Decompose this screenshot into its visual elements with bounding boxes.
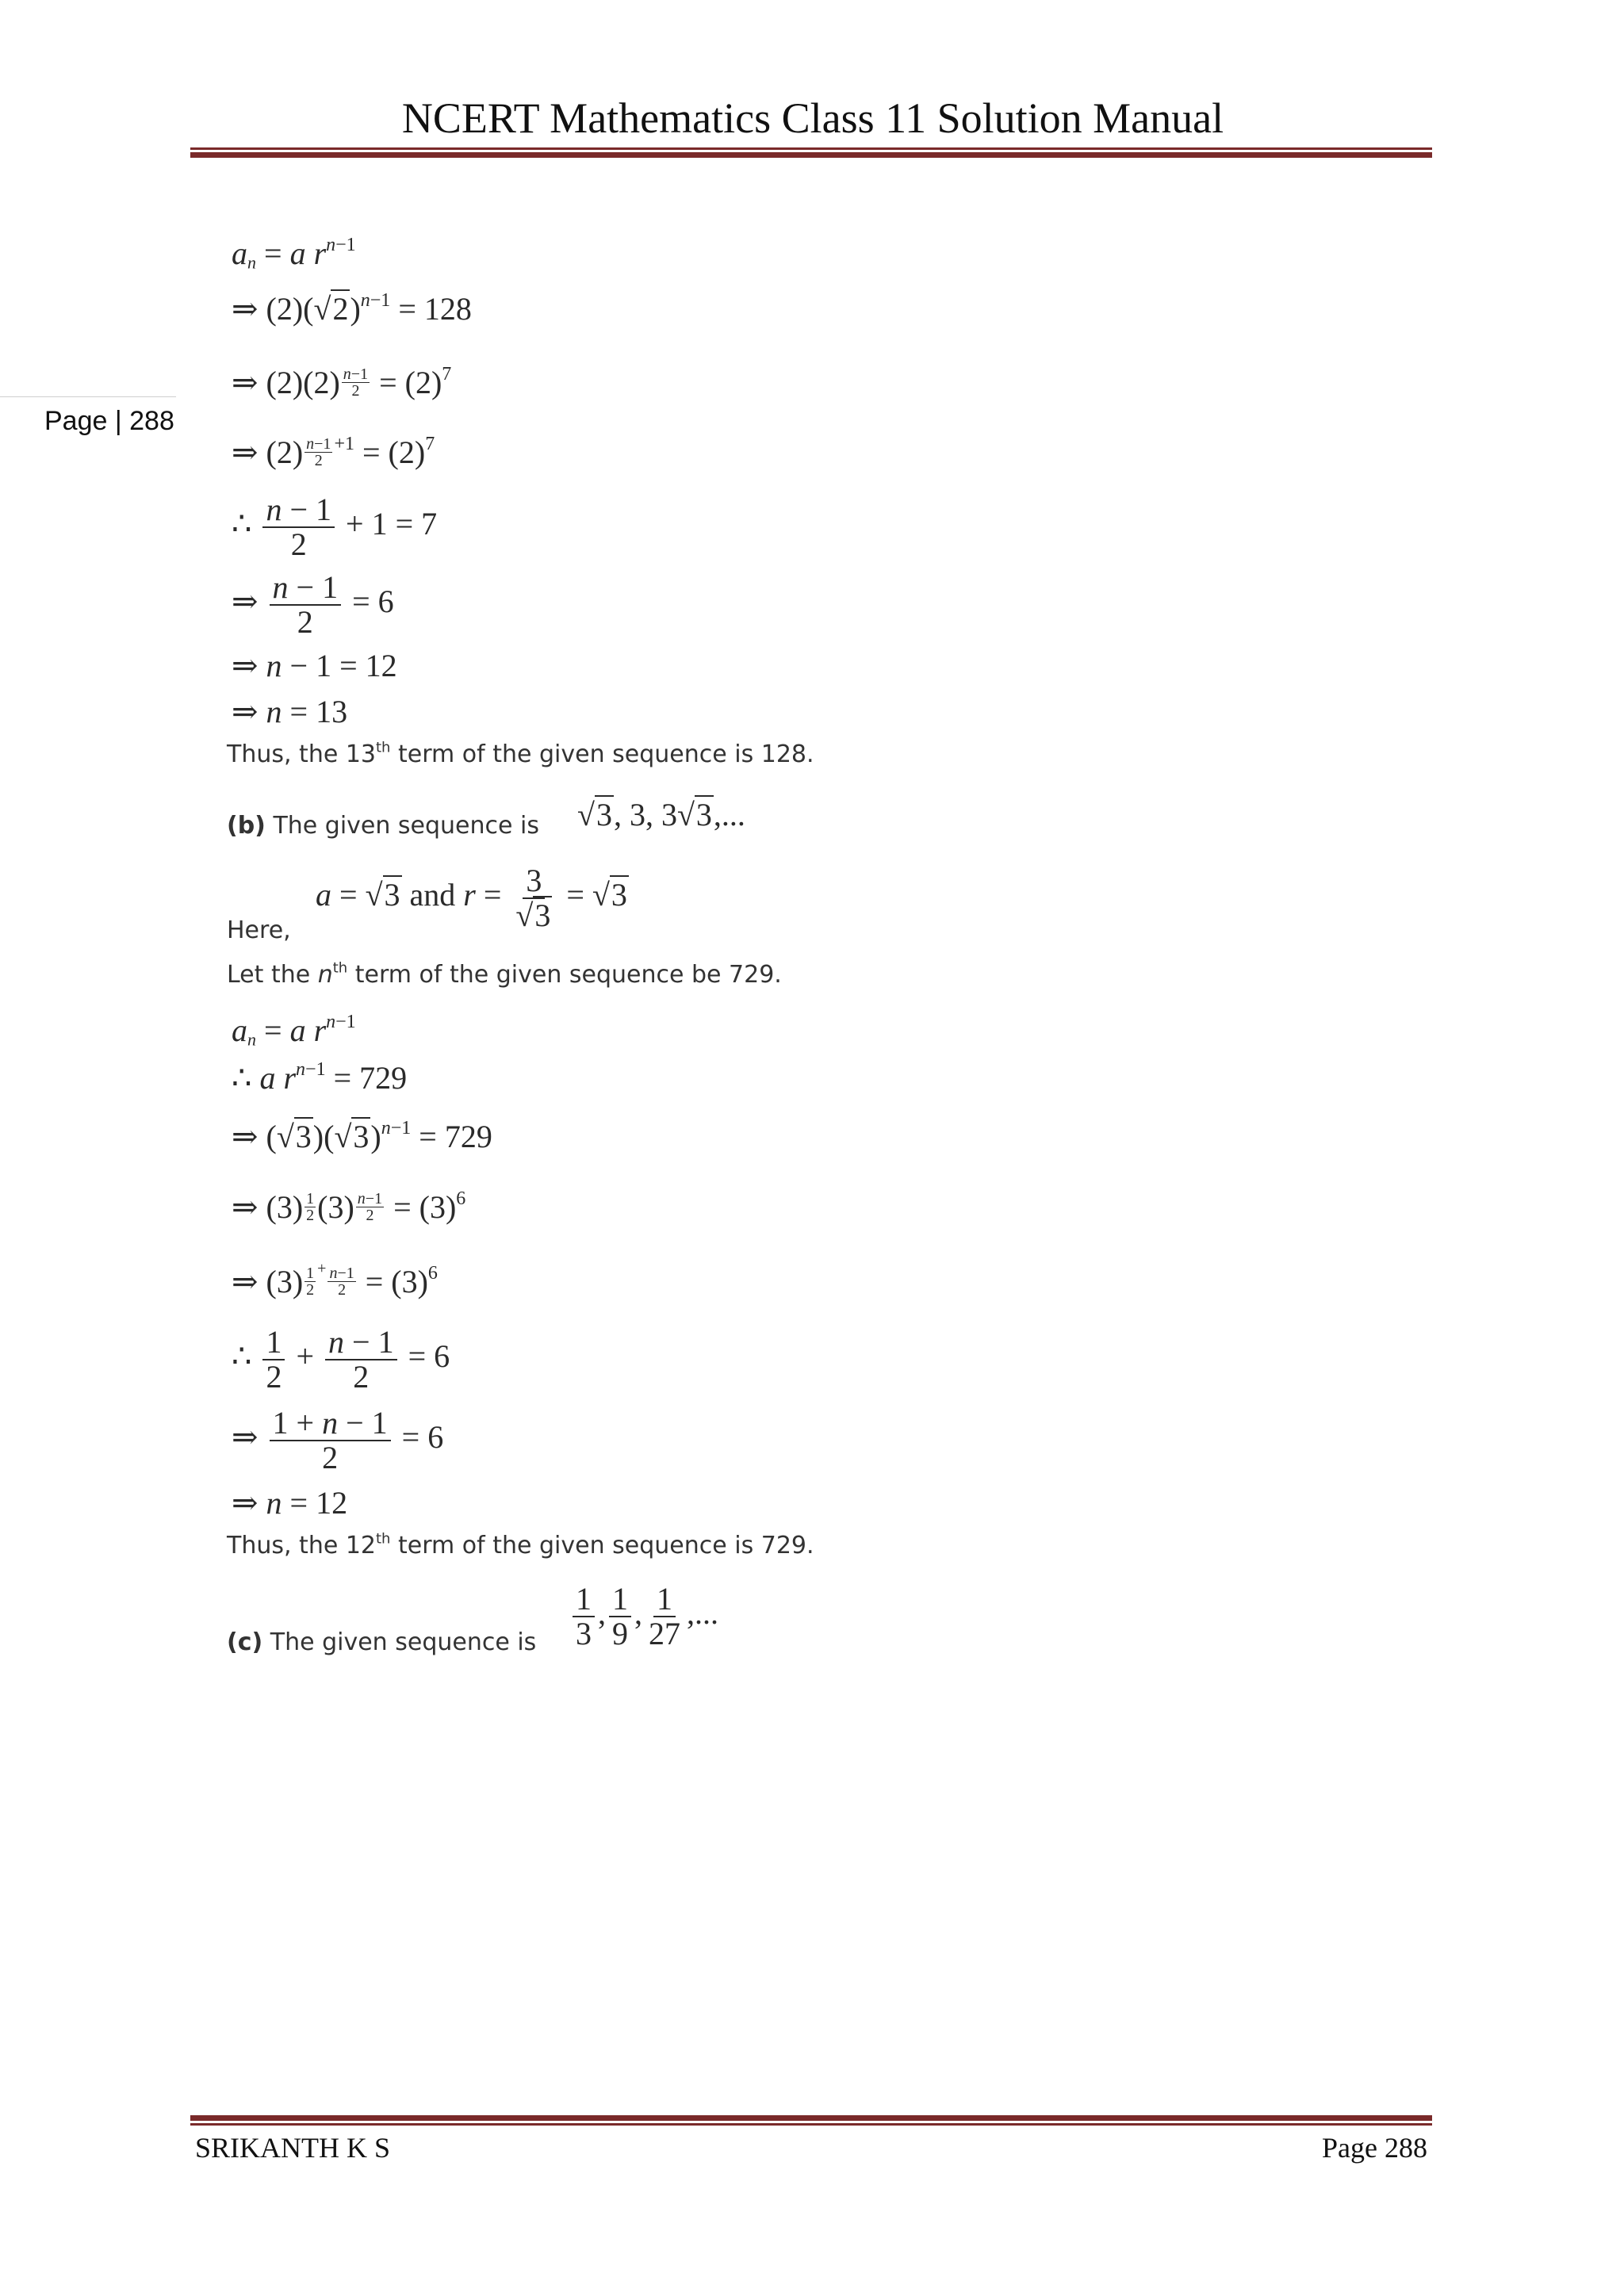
formula-step: ⇒ $(2)(√2)^{n-1} = 128$ — [232, 290, 472, 327]
sequence-b: √3, 3, 3√3,... — [577, 797, 745, 832]
formula-step: ⇒ $\frac{n - 1}{2}$ = 6 — [232, 569, 394, 640]
formula-step: ⇒ $(√3)(√3)^{n-1} = 729$ — [232, 1118, 492, 1154]
page-title: NCERT Mathematics Class 11 Solution Manual — [401, 94, 1224, 142]
part-c-intro: (c) The given sequence is — [227, 1628, 537, 1656]
formula-general-term: $a_n = a$ $r^{n-1}$ — [232, 1012, 356, 1050]
part-b-intro: (b) The given sequence is — [227, 812, 539, 840]
result-statement-a: Thus, the 13th term of the given sequence is 128. — [227, 739, 814, 768]
formula-a-and-r: a = √3 and r = $\frac{3}{√3}$ = √3 — [316, 863, 627, 933]
formula-general-term: $a_n = a$ $r^{n-1}$ — [232, 235, 356, 273]
formula-step: ⇒ (2)(2) $\frac{n-1}{2}$ = $(2)^7$ — [232, 364, 452, 400]
formula-step: ⇒ (3) $\frac{1}{2}$ + $\frac{n-1}{2}$ = $(3)^6$ — [232, 1260, 438, 1299]
sequence-c: $\frac{1}{3}$ , $\frac{1}{9}$ , $\frac{1}{27}$ ,... — [569, 1582, 718, 1651]
formula-step: ⇒ (3) $\frac{1}{2}$ (3) $\frac{n-1}{2}$ = $(3)^6$ — [232, 1188, 466, 1225]
result-statement-b: Thus, the 12th term of the given sequence is 729. — [227, 1530, 814, 1559]
formula-step: ⇒ n − 1 = 12 — [232, 648, 397, 683]
here-label: Here, — [227, 916, 291, 944]
footer-page-number: Page 288 — [1322, 2132, 1427, 2164]
part-b-label: (b) — [227, 812, 266, 840]
formula-step: ⇒ n = 12 — [232, 1485, 348, 1521]
let-statement: Let the $n^{th}$ term of the given sequence be 729. — [227, 959, 782, 989]
footer-author: SRIKANTH K S — [195, 2132, 391, 2164]
footer-rule-thick — [190, 2115, 1432, 2121]
formula-step: ∴ a $r^{n-1} = 729$ — [232, 1059, 408, 1096]
formula-step: ⇒ $\frac{1 + n - 1}{2}$ = 6 — [232, 1405, 444, 1475]
footer-rule-thin — [190, 2123, 1432, 2126]
formula-step: ⇒ (2) $\frac{n-1}{2}$ $^{+1} = (2)^7$ — [232, 434, 435, 470]
part-c-label: (c) — [227, 1628, 263, 1656]
margin-page-label: Page | 288 — [44, 406, 174, 436]
formula-step: ∴ $\frac{1}{2}$ + $\frac{n - 1}{2}$ = 6 — [232, 1324, 450, 1395]
formula-step: ∴ $\frac{n - 1}{2}$ + 1 = 7 — [232, 492, 438, 562]
formula-step: ⇒ n = 13 — [232, 694, 348, 729]
